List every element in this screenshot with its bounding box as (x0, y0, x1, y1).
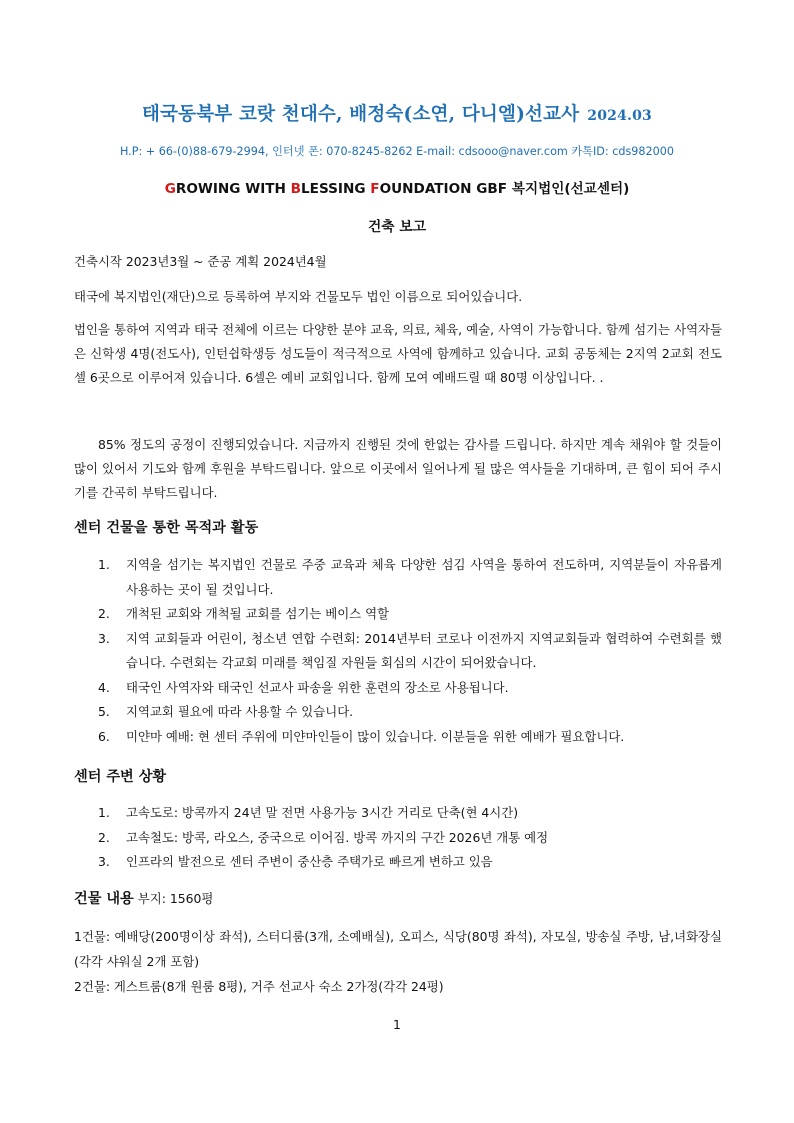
foundation-word-2: LESSING (301, 181, 371, 197)
foundation-initial-g: G (164, 181, 176, 197)
list-item (98, 627, 722, 676)
contact-line: H.P: + 66-(0)88-679-2994, 인터넷 폰: 070-8245-8262 E-mail: cdsooo@naver.com 카톡ID: cds982000 (119, 145, 675, 158)
list-number: 1. (98, 557, 110, 572)
purpose-list (98, 553, 722, 749)
list-item (98, 801, 722, 826)
list-text: 태국인 사역자와 태국인 선교사 파송을 위한 훈련의 장소로 사용됩니다. (126, 679, 509, 695)
foundation-word-3: OUNDATION GBF 복지법인(선교센터) (379, 181, 630, 197)
list-text: 지역 교회들과 어린이, 청소년 연합 수련회: 2014년부터 코로나 이전까지 지역교회들과 협력하여 수련회를 했습니다. 수련회는 각교회 미래를 책임질 자원들 회심의 시간이 되어왔습니다. (126, 630, 722, 670)
title-text: 태국동북부 코랏 천대수, 배정숙(소연, 다니엘)선교사 (142, 104, 580, 125)
list-item (98, 700, 722, 725)
section-heading-building (74, 888, 213, 908)
list-item (98, 676, 722, 701)
list-number: 6. (98, 728, 110, 744)
list-number: 3. (98, 854, 110, 869)
list-text: 미얀마 예배: 현 센터 주위에 미얀마인들이 많이 있습니다. 이분들을 위한 예배가 필요합니다. (126, 728, 625, 744)
foundation-initial-f: F (370, 181, 380, 197)
section-heading-purpose: 센터 건물을 통한 목적과 활동 (74, 520, 259, 536)
document-title (0, 100, 794, 126)
list-number: 5. (98, 704, 110, 719)
list-item (98, 850, 722, 875)
list-number: 4. (98, 679, 110, 695)
foundation-name (0, 177, 794, 197)
list-item (98, 826, 722, 851)
paragraph-ministry: 법인을 통하여 지역과 태국 전체에 이르는 다양한 분야 교육, 의료, 체육, 예술, 사역이 가능합니다. 함께 섬기는 사역자들은 신학생 4명(전도사), 인턴쉽학생등 성도들이 적극적으로 사역에 함께하고 있습니다. 교회 공동체는 2지역 2교회 전도셀 6곳으로 이루어져 있습니다. 6셀은 예비 교회입니다. 함께 모여 예배드릴 때 80명 이상입니다. . (74, 322, 722, 385)
page-number: 1 (393, 1017, 401, 1032)
paragraph-schedule: 건축시작 2023년3월 ~ 준공 계획 2024년4월 (74, 254, 327, 269)
list-item (98, 725, 722, 750)
list-number: 2. (98, 606, 110, 621)
building-2-description: 2건물: 게스트룸(8개 원룸 8평), 거주 선교사 숙소 2가정(각각 24평) (74, 979, 444, 994)
list-item (98, 602, 722, 627)
building-heading-text: 건물 내용 (74, 891, 134, 907)
list-text: 개척된 교회와 개척될 교회를 섬기는 베이스 역할 (126, 606, 390, 621)
foundation-initial-b: B (290, 181, 302, 197)
paragraph-progress: 85% 정도의 공정이 진행되었습니다. 지금까지 진행된 것에 한없는 감사를 드립니다. 하지만 계속 채워야 할 것들이 많이 있어서 기도와 함께 후원을 부탁드립니다. 앞으로 이곳에서 일어나게 될 많은 역사들을 기대하며, 큰 힘이 되어 주시기를 간곡히 부탁드립니다. (74, 437, 722, 500)
list-item (98, 553, 722, 602)
list-number: 2. (98, 829, 110, 845)
list-text: 지역교회 필요에 따라 사용할 수 있습니다. (126, 704, 354, 719)
building-1-description: 1건물: 예배당(200명이상 좌석), 스터디룸(3개, 소예배실), 오피스, 식당(80명 좌석), 자모실, 방송실 주방, 남,녀화장실(각각 샤워실 2개 포함) (74, 929, 722, 969)
list-number: 3. (98, 630, 110, 646)
list-text: 인프라의 발전으로 센터 주변이 중산층 주택가로 빠르게 변하고 있음 (126, 854, 493, 869)
list-text: 지역을 섬기는 복지법인 건물로 주중 교육과 체육 다양한 섬김 사역을 통하여 전도하며, 지역분들이 자유롭게 사용하는 곳이 될 것입니다. (126, 557, 722, 597)
surroundings-list (98, 801, 722, 875)
report-title: 건축 보고 (367, 219, 427, 235)
list-text: 고속철도: 방콕, 라오스, 중국으로 이어짐. 방콕 까지의 구간 2026년 개통 예정 (126, 829, 549, 845)
list-text: 고속도로: 방콕까지 24년 말 전면 사용가능 3시간 거리로 단축(현 4시간) (126, 805, 519, 820)
foundation-word-1: ROWING WITH (175, 181, 291, 197)
list-number: 1. (98, 805, 110, 820)
title-date: 2024.03 (587, 108, 652, 124)
land-size: 부지: 1560평 (137, 891, 214, 906)
section-heading-surroundings: 센터 주변 상황 (74, 769, 167, 785)
paragraph-registration: 태국에 복지법인(재단)으로 등록하여 부지와 건물모두 법인 이름으로 되어있습니다. (74, 289, 523, 304)
